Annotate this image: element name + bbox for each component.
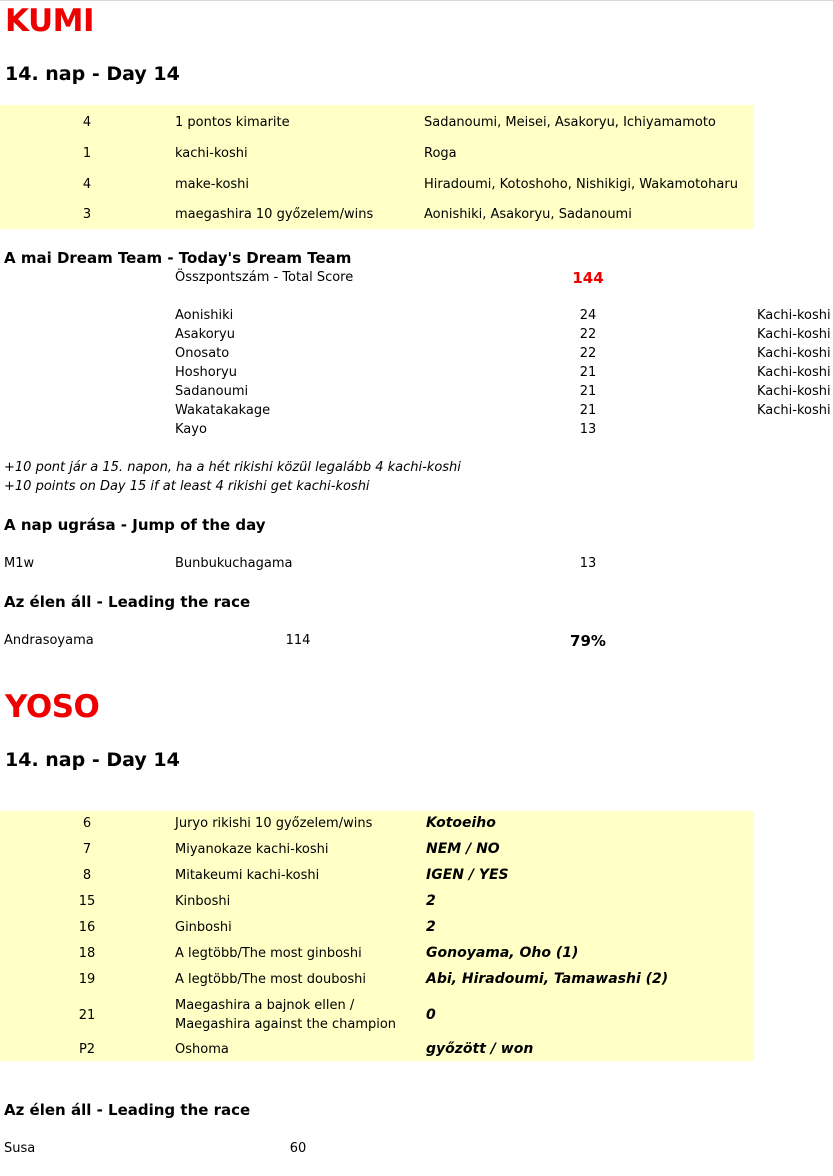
question-number: P2 bbox=[78, 1042, 96, 1057]
member-score: 21 bbox=[579, 384, 597, 399]
question-answer: 0 bbox=[426, 1007, 436, 1023]
question-label-line2: Maegashira against the champion bbox=[175, 1017, 397, 1032]
question-label: Oshoma bbox=[175, 1042, 229, 1057]
stat-count: 1 bbox=[82, 146, 92, 161]
stat-label: 1 pontos kimarite bbox=[175, 115, 290, 130]
member-name: Asakoryu bbox=[175, 327, 235, 342]
question-number: 6 bbox=[82, 816, 92, 831]
member-status: Kachi-koshi bbox=[757, 365, 831, 380]
member-status: Kachi-koshi bbox=[757, 403, 831, 418]
member-status: Kachi-koshi bbox=[757, 384, 831, 399]
total-score-label: Összpontszám - Total Score bbox=[175, 270, 354, 285]
question-label: Juryo rikishi 10 győzelem/wins bbox=[175, 816, 373, 831]
member-score: 22 bbox=[579, 346, 597, 361]
stat-value: Sadanoumi, Meisei, Asakoryu, Ichiyamamoto bbox=[424, 115, 716, 130]
stat-label: maegashira 10 győzelem/wins bbox=[175, 207, 374, 222]
kumi-day-title: 14. nap - Day 14 bbox=[5, 63, 180, 85]
yoso-title: YOSO bbox=[5, 689, 100, 725]
jump-name: Bunbukuchagama bbox=[175, 556, 293, 571]
yoso-day-title: 14. nap - Day 14 bbox=[5, 749, 180, 771]
stat-value: Aonishiki, Asakoryu, Sadanoumi bbox=[424, 207, 632, 222]
question-number: 19 bbox=[78, 972, 96, 987]
question-answer: 2 bbox=[426, 919, 436, 935]
question-answer: győzött / won bbox=[426, 1041, 534, 1057]
jump-rank: M1w bbox=[4, 556, 35, 571]
stat-count: 4 bbox=[82, 177, 92, 192]
member-score: 22 bbox=[579, 327, 597, 342]
stat-value: Roga bbox=[424, 146, 457, 161]
yoso-leader-score: 60 bbox=[289, 1141, 307, 1156]
member-score: 24 bbox=[579, 308, 597, 323]
member-name: Kayo bbox=[175, 422, 207, 437]
question-label: Mitakeumi kachi-koshi bbox=[175, 868, 320, 883]
question-number: 8 bbox=[82, 868, 92, 883]
stat-value: Hiradoumi, Kotoshoho, Nishikigi, Wakamotoharu bbox=[424, 177, 738, 192]
member-score: 21 bbox=[579, 365, 597, 380]
question-label: A legtöbb/The most ginboshi bbox=[175, 946, 362, 961]
member-name: Aonishiki bbox=[175, 308, 234, 323]
question-number: 16 bbox=[78, 920, 96, 935]
total-score-value: 144 bbox=[572, 269, 604, 287]
kumi-leader-score: 114 bbox=[285, 633, 311, 648]
question-label-line1: Maegashira a bajnok ellen / bbox=[175, 998, 355, 1013]
kumi-leader-percent: 79% bbox=[570, 632, 606, 650]
stat-label: make-koshi bbox=[175, 177, 250, 192]
bonus-note-en: +10 points on Day 15 if at least 4 rikishi get kachi-koshi bbox=[4, 479, 370, 494]
question-number: 15 bbox=[78, 894, 96, 909]
member-status: Kachi-koshi bbox=[757, 327, 831, 342]
member-name: Sadanoumi bbox=[175, 384, 249, 399]
question-label: Ginboshi bbox=[175, 920, 232, 935]
dream-team-heading: A mai Dream Team - Today's Dream Team bbox=[4, 249, 352, 267]
question-label: A legtöbb/The most douboshi bbox=[175, 972, 367, 987]
kumi-leader-name: Andrasoyama bbox=[4, 633, 94, 648]
question-number: 21 bbox=[78, 1008, 96, 1023]
jump-heading: A nap ugrása - Jump of the day bbox=[4, 516, 266, 534]
question-answer: IGEN / YES bbox=[426, 867, 509, 883]
yoso-leader-name: Susa bbox=[4, 1141, 36, 1156]
question-answer: Gonoyama, Oho (1) bbox=[426, 945, 579, 961]
question-answer: Abi, Hiradoumi, Tamawashi (2) bbox=[426, 971, 669, 987]
question-answer: NEM / NO bbox=[426, 841, 500, 857]
member-score: 13 bbox=[579, 422, 597, 437]
question-answer: Kotoeiho bbox=[426, 815, 496, 831]
member-status: Kachi-koshi bbox=[757, 346, 831, 361]
stat-label: kachi-koshi bbox=[175, 146, 248, 161]
kumi-leader-heading: Az élen áll - Leading the race bbox=[4, 593, 251, 611]
bonus-note-hu: +10 pont jár a 15. napon, ha a hét rikishi közül legalább 4 kachi-koshi bbox=[4, 460, 461, 475]
member-name: Onosato bbox=[175, 346, 230, 361]
kumi-title: KUMI bbox=[5, 3, 95, 39]
question-label: Miyanokaze kachi-koshi bbox=[175, 842, 329, 857]
member-score: 21 bbox=[579, 403, 597, 418]
question-answer: 2 bbox=[426, 893, 436, 909]
question-number: 7 bbox=[82, 842, 92, 857]
member-name: Hoshoryu bbox=[175, 365, 237, 380]
stat-count: 4 bbox=[82, 115, 92, 130]
member-name: Wakatakakage bbox=[175, 403, 271, 418]
member-status: Kachi-koshi bbox=[757, 308, 831, 323]
jump-score: 13 bbox=[579, 556, 597, 571]
question-label: Kinboshi bbox=[175, 894, 231, 909]
question-number: 18 bbox=[78, 946, 96, 961]
yoso-leader-heading: Az élen áll - Leading the race bbox=[4, 1101, 251, 1119]
stat-count: 3 bbox=[82, 207, 92, 222]
